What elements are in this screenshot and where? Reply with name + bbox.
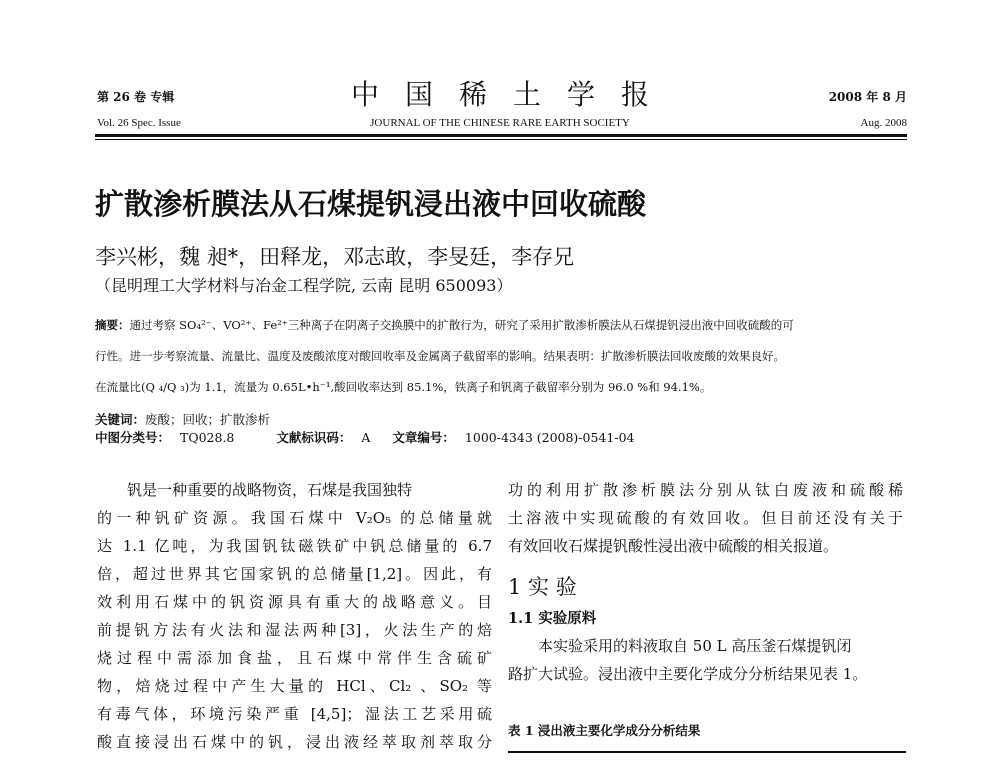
header-rule-thick bbox=[95, 134, 907, 137]
doc-code-value: A bbox=[361, 430, 371, 445]
body-line: 达 1.1 亿吨，为我国钒钛磁铁矿中钒总储量的 6.7 bbox=[97, 537, 492, 555]
abstract-label: 摘要： bbox=[95, 318, 130, 332]
journal-title-cn: 中国稀土学报 bbox=[350, 78, 675, 111]
subsection-heading: 1.1 实验原料 bbox=[508, 610, 597, 627]
table-caption: 表 1 浸出液主要化学成分分析结果 bbox=[508, 723, 701, 738]
body-line: 路扩大试验。浸出液中主要化学成分分析结果见表 1。 bbox=[508, 665, 868, 683]
abstract-line: 行性。进一步考察流量、流量比、温度及废酸浓度对酸回收率及金属离子截留率的影响。结果表明：扩散渗析膜法回收废酸的效果良好。 bbox=[95, 349, 785, 363]
header-date-en: Aug. 2008 bbox=[860, 117, 907, 129]
journal-title-en: JOURNAL OF THE CHINESE RARE EARTH SOCIETY bbox=[370, 117, 630, 129]
body-line: 土溶液中实现硫酸的有效回收。但目前还没有关于 bbox=[508, 509, 903, 527]
table-top-rule bbox=[508, 751, 906, 753]
abstract-line bbox=[95, 317, 794, 333]
abstract-line: 在流量比(Q ₄/Q ₃)为 1.1，流量为 0.65L•h⁻¹,酸回收率达到 85.1%，铁离子和钒离子截留率分别为 96.0 %和 94.1%。 bbox=[95, 380, 712, 394]
body-line: 功的利用扩散渗析膜法分别从钛白废液和硫酸稀 bbox=[508, 481, 903, 499]
body-line: 物，焙烧过程中产生大量的 HCl、Cl₂ 、SO₂ 等 bbox=[97, 677, 492, 695]
body-line: 钒是一种重要的战略物资，石煤是我国独特 bbox=[127, 481, 413, 499]
body-line: 酸直接浸出石煤中的钒，浸出液经萃取剂萃取分 bbox=[97, 733, 492, 751]
body-line: 有效回收石煤提钒酸性浸出液中硫酸的相关报道。 bbox=[508, 537, 839, 555]
header-volume-en: Vol. 26 Spec. Issue bbox=[97, 117, 181, 129]
body-line: 效利用石煤中的钒资源具有重大的战略意义。目 bbox=[97, 593, 492, 611]
keywords-value: 废酸；回收；扩散渗析 bbox=[145, 412, 271, 427]
keywords-label: 关键词： bbox=[95, 412, 146, 427]
author-list: 李兴彬，魏 昶*，田释龙，邓志敢，李旻廷，李存兄 bbox=[95, 245, 575, 269]
affiliation: （昆明理工大学材料与冶金工程学院, 云南 昆明 650093） bbox=[95, 276, 513, 295]
keywords bbox=[95, 410, 270, 428]
body-line: 有毒气体，环境污染严重 [4,5]；湿法工艺采用硫 bbox=[97, 705, 492, 723]
body-line: 烧过程中需添加食盐，且石煤中常伴生含硫矿 bbox=[97, 649, 492, 667]
article-no-label: 文章编号： bbox=[392, 430, 455, 445]
clc-label: 中图分类号： bbox=[95, 430, 171, 445]
paper-title: 扩散渗析膜法从石煤提钒浸出液中回收硫酸 bbox=[95, 187, 647, 221]
classification-line bbox=[95, 428, 644, 446]
section-heading: 1 实 验 bbox=[508, 575, 577, 599]
body-line: 倍，超过世界其它国家钒的总储量[1,2]。因此，有 bbox=[97, 565, 492, 583]
header-rule-thin bbox=[95, 139, 907, 140]
clc-value: TQ028.8 bbox=[180, 430, 235, 445]
header-volume-cn: 第 26 卷 专辑 bbox=[97, 90, 175, 104]
body-line: 的一种钒矿资源。我国石煤中 V₂O₅ 的总储量就 bbox=[97, 509, 492, 527]
body-line: 前提钒方法有火法和湿法两种[3]，火法生产的焙 bbox=[97, 621, 492, 639]
doc-code-label: 文献标识码： bbox=[276, 430, 352, 445]
header-date-cn: 2008 年 8 月 bbox=[828, 90, 907, 104]
body-line: 本实验采用的料液取自 50 L 高压釜石煤提钒闭 bbox=[538, 637, 852, 655]
abstract-text: 通过考察 SO₄²⁻、VO²⁺、Fe²⁺三种离子在阴离子交换膜中的扩散行为，研究了采用扩散渗析膜法从石煤提钒浸出液中回收硫酸的可 bbox=[129, 318, 794, 332]
article-no-value: 1000-4343 (2008)-0541-04 bbox=[464, 430, 635, 445]
